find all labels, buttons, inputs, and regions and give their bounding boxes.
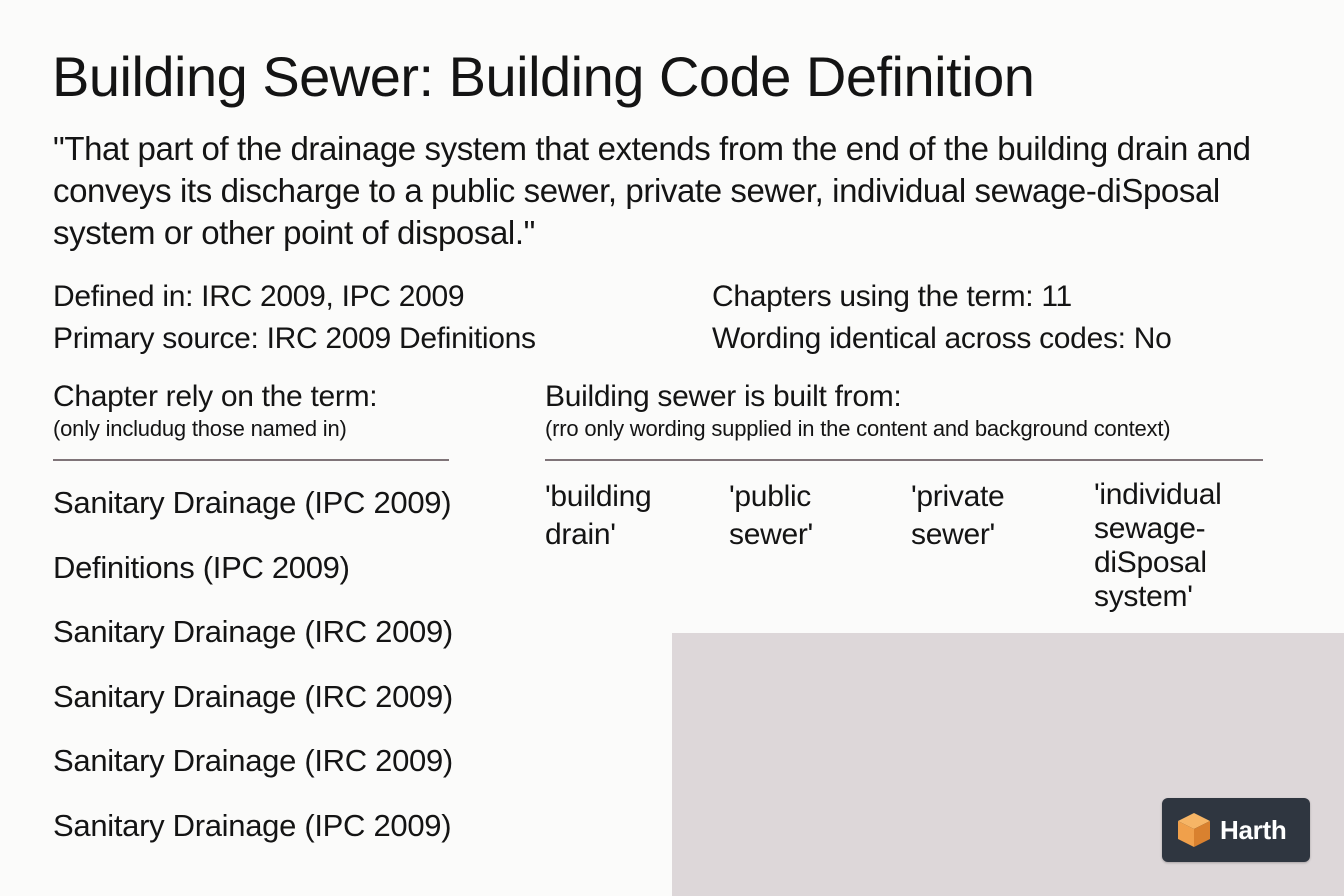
definition-quote: "That part of the drainage system that extends from the end of the building drain and conveys its discharge to a public sewer, private sewer, individual sewage-diSposal system or other point of disposal." [53,130,1251,251]
chapters-using-text: Chapters using the term: 11 [712,280,1072,313]
component-item: 'private sewer' [911,480,1005,551]
component-list [545,478,1285,628]
component-item: 'individual sewage-diSposal system' [1094,478,1222,613]
component-item: 'building drain' [545,480,652,551]
chapter-item: Sanitary Drainage (IRC 2009) [53,678,453,714]
primary-source-text: Primary source: IRC 2009 Definitions [53,322,536,355]
components-header [545,378,1170,442]
chapters-header [53,378,377,442]
brand-badge [1162,798,1310,862]
components-heading: Building sewer is built from: [545,380,902,413]
chapters-heading: Chapter rely on the term: [53,380,378,413]
brand-name: Harth [1220,814,1287,845]
chapter-item: Sanitary Drainage (IRC 2009) [53,614,453,649]
chapters-divider [53,459,449,461]
chapter-item: Sanitary Drainage (IRC 2009) [53,743,453,778]
components-subheading: (rro only wording supplied in the content and background context) [545,416,1171,441]
wording-identical-text: Wording identical across codes: No [712,322,1172,355]
chapter-item: Sanitary Drainage (IPC 2009) [53,807,452,843]
page-title: Building Sewer: Building Code Definition [52,45,1035,108]
defined-in-text: Defined in: IRC 2009, IPC 2009 [53,280,465,313]
components-divider [545,459,1263,461]
summary-left [53,276,536,360]
component-item: 'public sewer' [729,480,813,551]
orange-cube-logo-icon [1174,810,1214,850]
chapter-list [53,478,453,865]
summary-right [712,276,1171,360]
chapter-item: Definitions (IPC 2009) [53,549,350,585]
chapters-subheading: (only includug those named in) [53,416,347,441]
chapter-item: Sanitary Drainage (IPC 2009) [53,485,452,520]
